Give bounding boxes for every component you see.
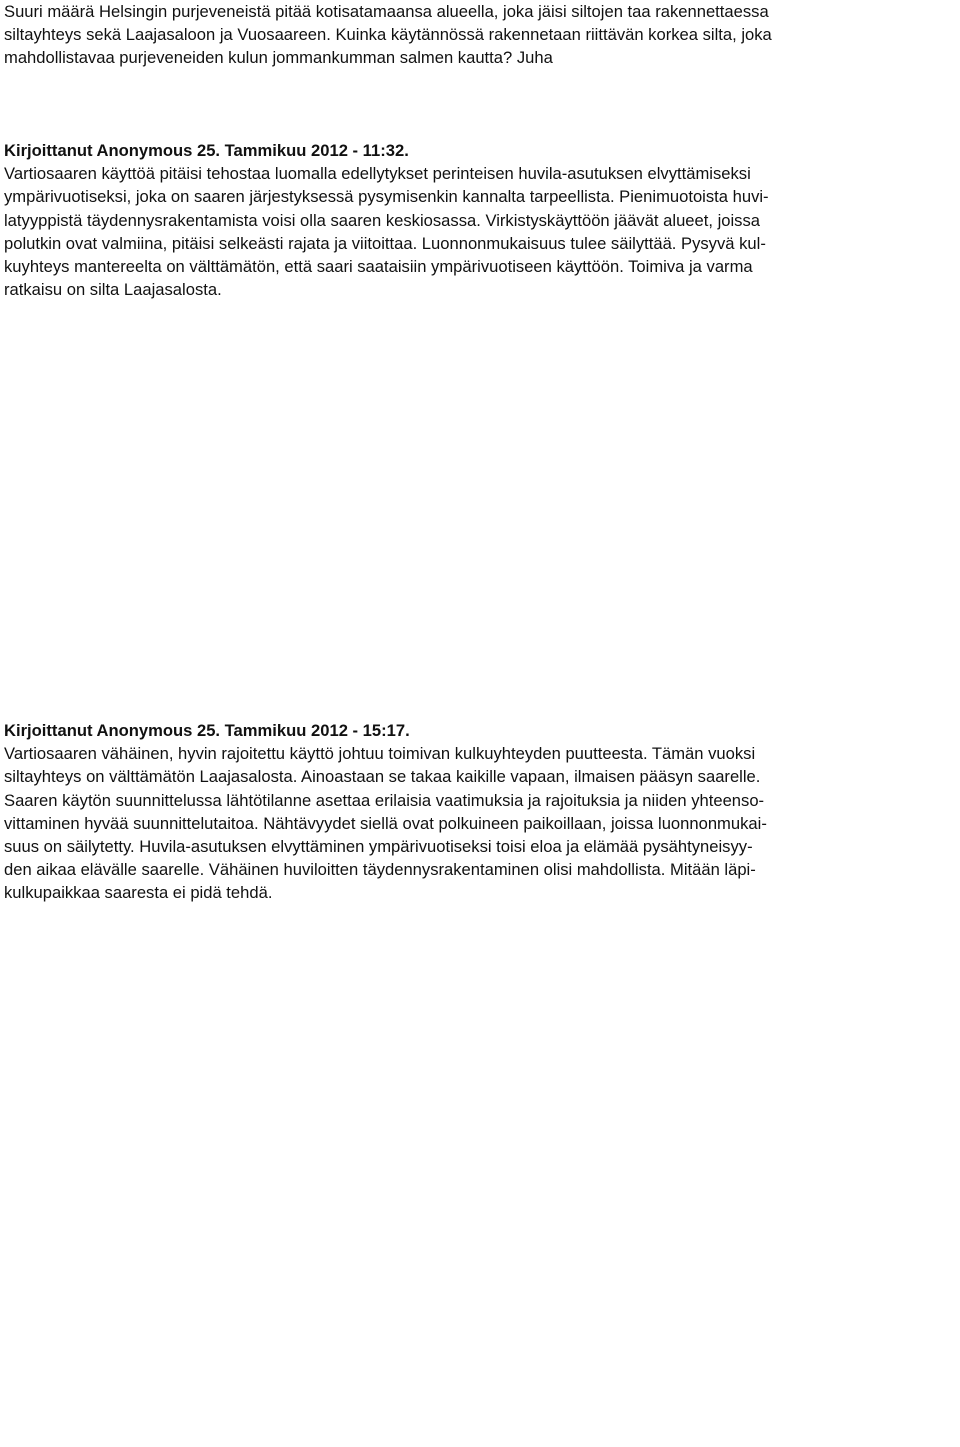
text-line: Vartiosaaren vähäinen, hyvin rajoitettu käyttö johtuu toimivan kulkuyhteyden puutteesta. Tämän vuoksi xyxy=(4,744,756,764)
comment-body xyxy=(4,162,956,301)
text-line: suus on säilytetty. Huvila-asutuksen elvyttäminen ympärivuotiseksi toisi eloa ja elämää pysähtyneisyy- xyxy=(4,837,753,857)
text-line: ympärivuotiseksi, joka on saaren järjestyksessä pysymisenkin kannalta tarpeellista. Pienimuotoista huvi- xyxy=(4,187,769,207)
comment-body xyxy=(4,742,956,904)
text-line: siltayhteys on välttämätön Laajasalosta. Ainoastaan se takaa kaikille vapaan, ilmaisen pääsyn saarelle. xyxy=(4,767,761,787)
text-line: kulkupaikkaa saaresta ei pidä tehdä. xyxy=(4,883,273,903)
intro-paragraph xyxy=(4,0,772,70)
text-line: mahdollistavaa purjeveneiden kulun jommankumman salmen kautta? Juha xyxy=(4,48,553,68)
text-line: vittaminen hyvää suunnittelutaitoa. Nähtävyydet siellä ovat polkuineen paikoillaan, joissa luonnonmukai- xyxy=(4,813,767,833)
text-line: kuyhteys mantereelta on välttämätön, että saari saataisiin ympärivuotiseen käyttöön. Toimiva ja varma xyxy=(4,257,753,277)
comment xyxy=(4,719,956,905)
text-line: Suuri määrä Helsingin purjeveneistä pitää kotisatamaansa alueella, joka jäisi siltojen taa rakennettaessa xyxy=(4,2,769,21)
comment xyxy=(4,139,956,301)
text-line: Saaren käytön suunnittelussa lähtötilanne asettaa erilaisia vaatimuksia ja rajoituksia ja niiden yhteenso- xyxy=(4,790,765,810)
text-line: siltayhteys sekä Laajasaloon ja Vuosaareen. Kuinka käytännössä rakennetaan riittävän korkea silta, joka xyxy=(4,25,772,45)
text-line: latyyppistä täydennysrakentamista voisi olla saaren keskiosassa. Virkistyskäyttöön jäävät alueet, joissa xyxy=(4,210,761,230)
comment-header: Kirjoittanut Anonymous 25. Tammikuu 2012 - 11:32. xyxy=(4,141,409,160)
comment-header: Kirjoittanut Anonymous 25. Tammikuu 2012 - 15:17. xyxy=(4,721,410,740)
text-line: den aikaa elävälle saarelle. Vähäinen huviloitten täydennysrakentaminen olisi mahdollista. Mitään läpi- xyxy=(4,860,756,880)
text-line: ratkaisu on silta Laajasalosta. xyxy=(4,280,222,300)
text-line: Vartiosaaren käyttöä pitäisi tehostaa luomalla edellytykset perinteisen huvila-asutuksen elvyttämiseksi xyxy=(4,164,751,184)
text-line: polutkin ovat valmiina, pitäisi selkeästi rajata ja viitoittaa. Luonnonmukaisuus tulee säilyttää. Pysyvä kul- xyxy=(4,233,766,253)
